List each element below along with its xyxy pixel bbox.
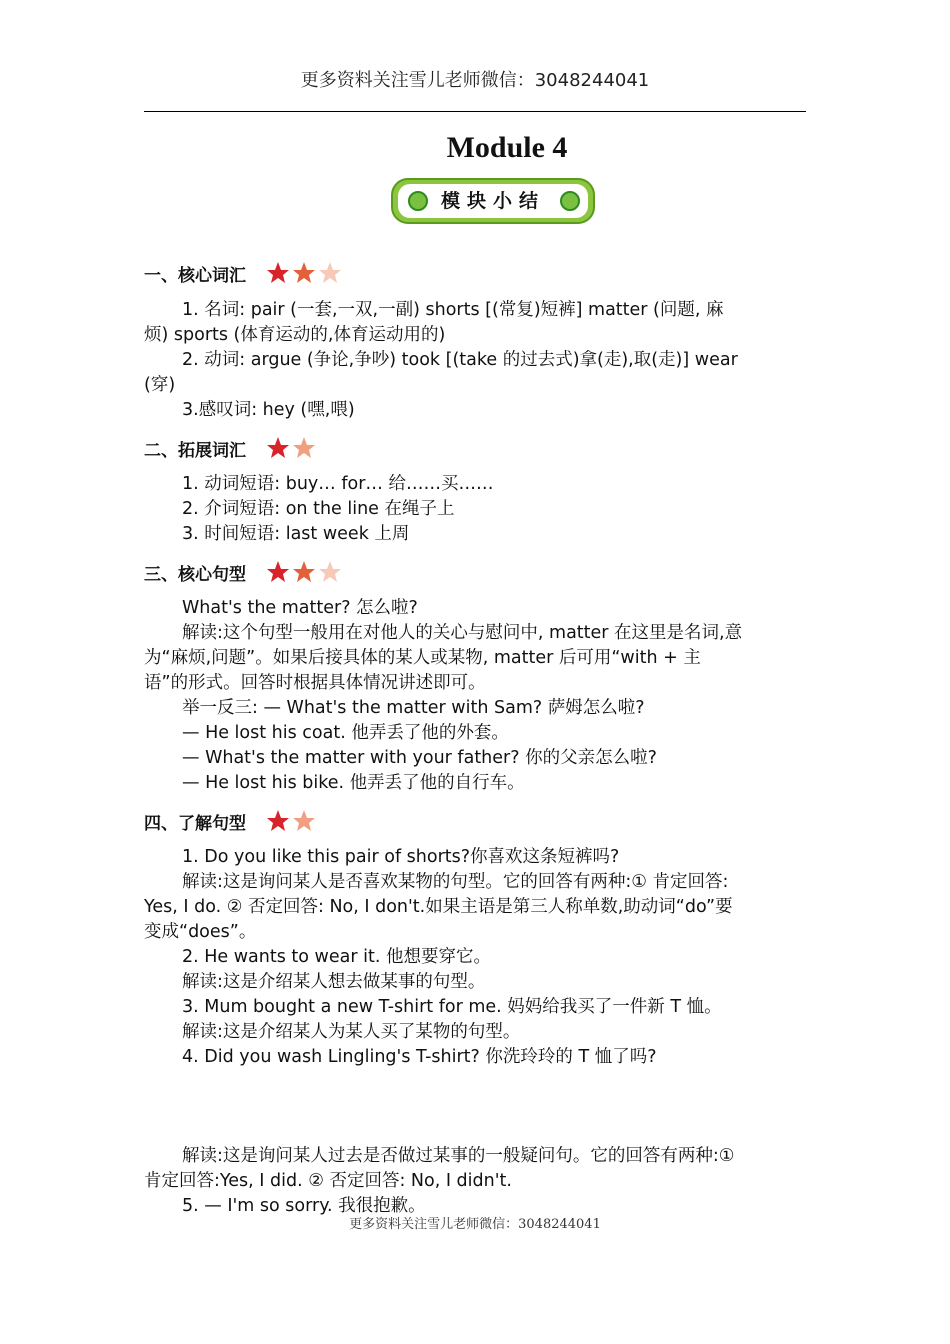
text-line: 3. Mum bought a new T-shirt for me. 妈妈给我买了一件新 T 恤。 (182, 997, 722, 1017)
text-line: 解读:这是询问某人过去是否做过某事的一般疑问句。它的回答有两种:① (182, 1146, 735, 1166)
text-line: (穿) (144, 375, 176, 395)
page-header: 更多资料关注雪儿老师微信：3048244041 (300, 70, 650, 91)
text-line: 为“麻烦,问题”。如果后接具体的某人或某物, matter 后可用“with + 主 (144, 648, 701, 668)
section-title: 三、核心句型 (144, 565, 246, 585)
page-footer: 更多资料关注雪儿老师微信：3048244041 (349, 1217, 601, 1232)
text-line: Yes, I do. ② 否定回答: No, I don't.如果主语是第三人称单数,助动词“do”要 (144, 897, 733, 917)
section-title: 一、核心词汇 (144, 266, 246, 286)
text-line: 2. 介词短语: on the line 在绳子上 (182, 499, 455, 519)
text-line: 解读:这是介绍某人为某人买了某物的句型。 (182, 1022, 521, 1042)
star-icon (267, 561, 289, 582)
text-line: 举一反三: — What's the matter with Sam? 萨姆怎么啦? (182, 698, 645, 718)
text-line: What's the matter? 怎么啦? (182, 598, 418, 618)
text-line: 1. Do you like this pair of shorts?你喜欢这条短裤吗? (182, 847, 620, 867)
text-line: 解读:这是询问某人是否喜欢某物的句型。它的回答有两种:① 肯定回答: (182, 872, 729, 892)
rating-stars-icon (266, 261, 346, 285)
text-line: 解读:这是介绍某人想去做某事的句型。 (182, 972, 486, 992)
text-line: 4. Did you wash Lingling's T-shirt? 你洗玲玲的 T 恤了吗? (182, 1047, 657, 1067)
text-line: 1. 动词短语: buy… for… 给……买…… (182, 474, 494, 494)
text-line: 1. 名词: pair (一套,一双,一副) shorts [(常复)短裤] matter (问题, 麻 (182, 300, 724, 320)
half-star-icon (319, 561, 341, 582)
half-star-icon (293, 810, 315, 831)
section-title: 二、拓展词汇 (144, 441, 246, 461)
page-title: Module 4 (446, 131, 568, 164)
text-line: — What's the matter with your father? 你的父亲怎么啦? (182, 748, 657, 768)
text-line: 3.感叹词: hey (嘿,喂) (182, 400, 355, 420)
rating-stars-icon (266, 560, 346, 584)
text-line: 3. 时间短语: last week 上周 (182, 524, 410, 544)
section-title: 四、了解句型 (144, 814, 246, 834)
star-icon (267, 810, 289, 831)
text-line: 5. — I'm so sorry. 我很抱歉。 (182, 1196, 426, 1216)
star-icon (267, 262, 289, 283)
rating-stars-icon (266, 809, 322, 833)
section-core-vocab (144, 261, 346, 287)
half-star-icon (319, 262, 341, 283)
text-line: — He lost his coat. 他弄丢了他的外套。 (182, 723, 509, 743)
half-star-icon (293, 437, 315, 458)
header-rule (144, 111, 806, 112)
text-line: 解读:这个句型一般用在对他人的关心与慰问中, matter 在这里是名词,意 (182, 623, 743, 643)
section-core-sentences (144, 560, 346, 586)
section-understand-sentences (144, 809, 322, 835)
text-line: 肯定回答:Yes, I did. ② 否定回答: No, I didn't. (144, 1171, 512, 1191)
text-line: 烦) sports (体育运动的,体育运动用的) (144, 325, 446, 345)
star-icon (267, 437, 289, 458)
rating-stars-icon (266, 436, 322, 460)
star-icon (293, 262, 315, 283)
text-line: 语”的形式。回答时根据具体情况讲述即可。 (144, 673, 486, 693)
star-icon (293, 561, 315, 582)
text-line: 变成“does”。 (144, 922, 257, 942)
banner-label: 模块小结 (440, 190, 545, 212)
text-line: 2. He wants to wear it. 他想要穿它。 (182, 947, 491, 967)
text-line: — He lost his bike. 他弄丢了他的自行车。 (182, 773, 525, 793)
text-line: 2. 动词: argue (争论,争吵) took [(take 的过去式)拿(走),取(走)] wear (182, 350, 738, 370)
section-extended-vocab (144, 436, 322, 462)
